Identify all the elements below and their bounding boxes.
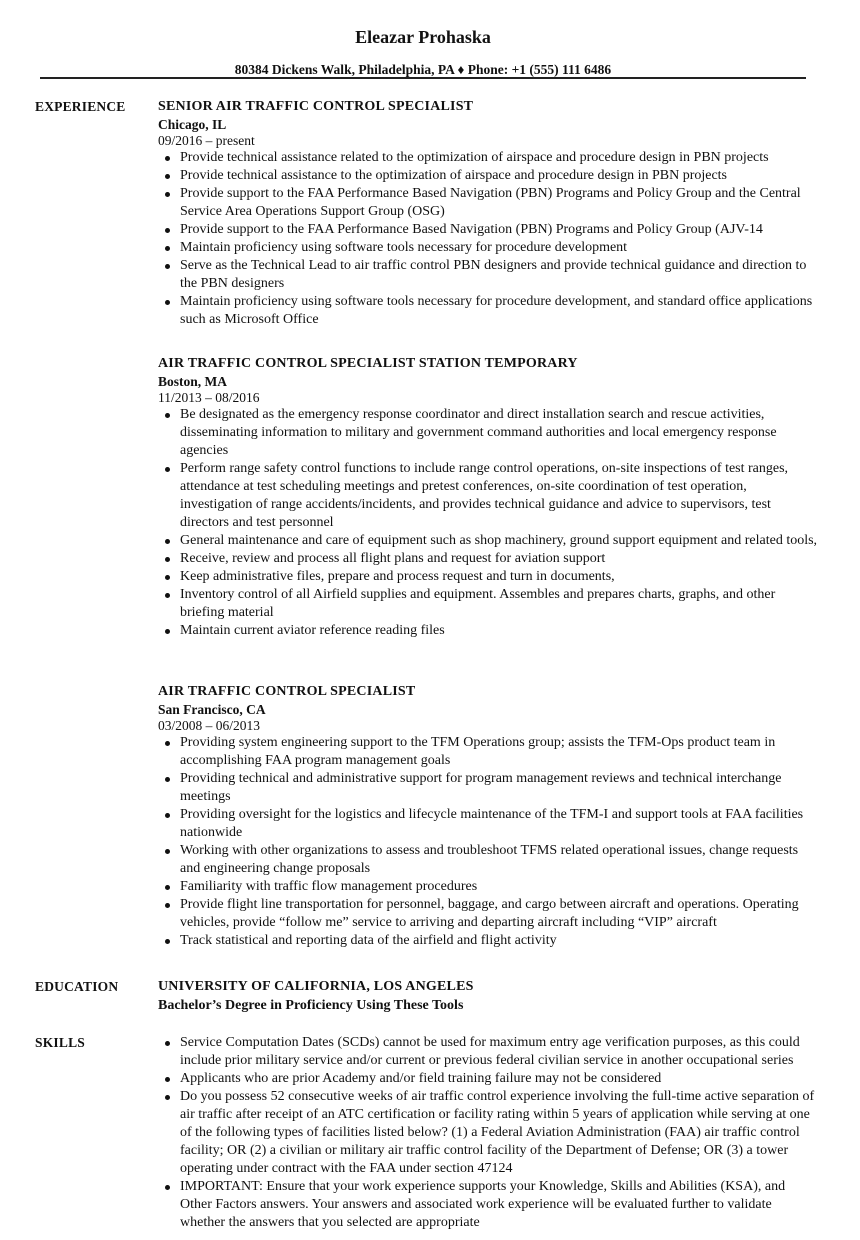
candidate-name: Eleazar Prohaska bbox=[355, 27, 491, 47]
contact-line: 80384 Dickens Walk, Philadelphia, PA ♦ Phone: +1 (555) 111 6486 bbox=[234, 62, 612, 77]
skills-entry bbox=[158, 1034, 818, 1232]
bullet-item: Provide technical assistance to the optimization of airspace and procedure design in PBN projects bbox=[180, 167, 818, 185]
bullet-item: Be designated as the emergency response coordinator and direct installation search and rescue activities, disseminating information to military and government command authorities and local emergency response agencies bbox=[180, 406, 818, 460]
job-dates: 11/2013 – 08/2016 bbox=[158, 390, 260, 405]
bullet-item: General maintenance and care of equipment such as shop machinery, ground support equipment and related tools, bbox=[180, 533, 818, 548]
job-location: Boston, MA bbox=[158, 374, 228, 389]
section-label-experience: EXPERIENCE bbox=[35, 99, 126, 114]
job-bullets bbox=[158, 734, 818, 950]
bullet-item: Maintain proficiency using software tools necessary for procedure development bbox=[180, 239, 818, 257]
header-divider bbox=[40, 77, 806, 79]
bullet-item: Inventory control of all Airfield supplies and equipment. Assembles and prepares charts, graphs, and other briefing material bbox=[180, 586, 818, 622]
job-location: Chicago, IL bbox=[158, 117, 227, 132]
bullet-item: Familiarity with traffic flow management procedures bbox=[180, 878, 818, 896]
resume-header bbox=[40, 26, 806, 78]
bullet-item: Provide support to the FAA Performance Based Navigation (PBN) Programs and Policy Group (AJV-14 bbox=[180, 221, 818, 239]
job-title: SENIOR AIR TRAFFIC CONTROL SPECIALIST bbox=[158, 99, 474, 114]
bullet-item: Perform range safety control functions to include range control operations, on-site inspections of test ranges, attendance at test scheduling meetings and pretest conferences, on-site coordination of test operation, investigation of range accidents/incidents, and provides technical guidance and advice to supervisors, test directors and test personnel bbox=[180, 460, 818, 532]
bullet-item: Serve as the Technical Lead to air traffic control PBN designers and provide technical guidance and direction to the PBN designers bbox=[180, 257, 818, 293]
bullet-item: Maintain current aviator reference reading files bbox=[180, 622, 818, 640]
skill-item: Service Computation Dates (SCDs) cannot be used for maximum entry age verification purposes, as this could include prior military service and/or current or previous federal civilian service in another occupational series bbox=[180, 1034, 818, 1070]
section-label-education: EDUCATION bbox=[35, 979, 119, 994]
degree: Bachelor’s Degree in Proficiency Using These Tools bbox=[158, 998, 464, 1013]
bullet-item: Keep administrative files, prepare and process request and turn in documents, bbox=[180, 568, 818, 586]
skill-item: Applicants who are prior Academy and/or field training failure may not be considered bbox=[180, 1070, 818, 1088]
skill-item: IMPORTANT: Ensure that your work experience supports your Knowledge, Skills and Abilities (KSA), and Other Factors answers. Your answers and associated work experience will be evaluated further to validate whether the answers that you selected are appropriate bbox=[180, 1178, 818, 1232]
bullet-item: Providing system engineering support to the TFM Operations group; assists the TFM-Ops product team in accomplishing FAA program management goals bbox=[180, 734, 818, 770]
job-location: San Francisco, CA bbox=[158, 702, 266, 717]
bullet-item: Receive, review and process all flight plans and request for aviation support bbox=[180, 550, 818, 568]
bullet-item: Provide support to the FAA Performance Based Navigation (PBN) Programs and Policy Group and the Central Service Area Operations Support Group (OSG) bbox=[180, 185, 818, 221]
job-bullets bbox=[158, 149, 818, 329]
bullet-item: Provide flight line transportation for personnel, baggage, and cargo between aircraft and operations. Operating vehicles, provide “follow me” service to arriving and departing aircraft including “VIP” aircraft bbox=[180, 896, 818, 932]
bullet-item: Maintain proficiency using software tools necessary for procedure development, and standard office applications such as Microsoft Office bbox=[180, 293, 818, 329]
section-label-skills: SKILLS bbox=[35, 1035, 85, 1050]
bullet-item: Provide technical assistance related to the optimization of airspace and procedure design in PBN projects bbox=[180, 149, 818, 167]
job-entry bbox=[158, 355, 818, 640]
job-title: AIR TRAFFIC CONTROL SPECIALIST STATION TEMPORARY bbox=[158, 356, 578, 371]
job-bullets bbox=[158, 406, 818, 640]
job-entry bbox=[158, 98, 818, 329]
skill-item: Do you possess 52 consecutive weeks of air traffic control experience involving the full-time active separation of air traffic after receipt of an ATC certification or facility rating within 5 years of application while serving at one of the following types of facilities listed below? (1) a Federal Aviation Administration (FAA) air traffic control facility; OR (2) a civilian or military air traffic control facility of the Department of Defense; OR (3) a tower operating under contract with the FAA under section 47124 bbox=[180, 1088, 818, 1178]
job-title: AIR TRAFFIC CONTROL SPECIALIST bbox=[158, 684, 416, 699]
skills-list bbox=[158, 1034, 818, 1232]
bullet-item: Providing technical and administrative support for program management reviews and technical interchange meetings bbox=[180, 770, 818, 806]
bullet-item: Providing oversight for the logistics and lifecycle maintenance of the TFM-I and support tools at FAA facilities nationwide bbox=[180, 806, 818, 842]
job-dates: 09/2016 – present bbox=[158, 133, 255, 148]
bullet-item: Track statistical and reporting data of the airfield and flight activity bbox=[180, 932, 818, 950]
job-dates: 03/2008 – 06/2013 bbox=[158, 718, 261, 733]
education-entry bbox=[158, 978, 818, 1016]
job-entry bbox=[158, 683, 818, 950]
bullet-item: Working with other organizations to assess and troubleshoot TFMS related operational issues, change requests and engineering change proposals bbox=[180, 842, 818, 878]
school-name: UNIVERSITY OF CALIFORNIA, LOS ANGELES bbox=[158, 979, 474, 994]
